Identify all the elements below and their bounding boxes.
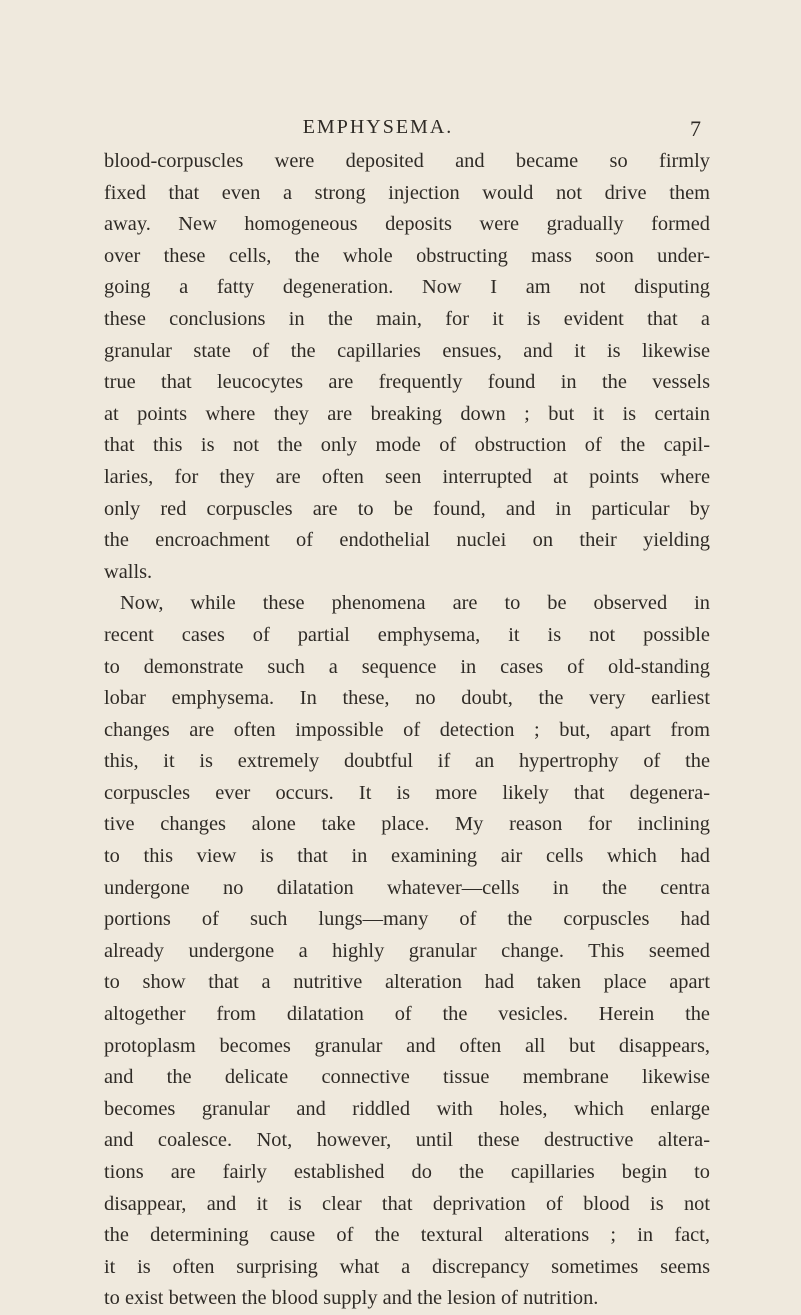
paragraph-first-line: Now, while these phenomena are to be observed in bbox=[120, 592, 710, 615]
text-line: it is often surprising what a discrepancy sometimes seems bbox=[104, 1255, 710, 1278]
text-line: granular state of the capillaries ensues, and it is likewise bbox=[104, 339, 710, 362]
text-line: the determining cause of the textural alterations ; in fact, bbox=[104, 1224, 710, 1247]
text-line: altogether from dilatation of the vesicles. Herein the bbox=[104, 1003, 710, 1026]
page-number: 7 bbox=[690, 116, 701, 141]
text-line: true that leucocytes are frequently found in the vessels bbox=[104, 371, 710, 394]
text-line: the encroachment of endothelial nuclei on their yielding bbox=[104, 529, 710, 552]
text-line: only red corpuscles are to be found, and in particular by bbox=[104, 497, 710, 520]
text-line: this, it is extremely doubtful if an hypertrophy of the bbox=[104, 750, 710, 773]
text-line: at points where they are breaking down ; but it is certain bbox=[104, 402, 710, 425]
text-line: becomes granular and riddled with holes, which enlarge bbox=[104, 1097, 710, 1120]
text-line: going a fatty degeneration. Now I am not disputing bbox=[104, 276, 710, 299]
text-line: and coalesce. Not, however, until these destructive altera- bbox=[104, 1129, 710, 1152]
text-line: blood-corpuscles were deposited and became so firmly bbox=[104, 150, 710, 172]
text-line: lobar emphysema. In these, no doubt, the very earliest bbox=[104, 687, 710, 710]
text-line: to show that a nutritive alteration had taken place apart bbox=[104, 971, 710, 994]
text-line: and the delicate connective tissue membrane likewise bbox=[104, 1066, 710, 1089]
text-line: these conclusions in the main, for it is evident that a bbox=[104, 307, 710, 330]
text-line: tive changes alone take place. My reason for inclining bbox=[104, 813, 710, 836]
text-line: fixed that even a strong injection would not drive them bbox=[104, 181, 710, 204]
text-line: that this is not the only mode of obstruction of the capil- bbox=[104, 434, 710, 457]
text-line: undergone no dilatation whatever—cells in the centra bbox=[104, 876, 710, 899]
text-line: walls. bbox=[104, 560, 153, 583]
text-line: recent cases of partial emphysema, it is not possible bbox=[104, 623, 710, 646]
text-line: laries, for they are often seen interrupted at points where bbox=[104, 465, 710, 488]
text-line: changes are often impossible of detection ; but, apart from bbox=[104, 718, 710, 741]
text-line: tions are fairly established do the capillaries begin to bbox=[104, 1161, 710, 1183]
text-line: to demonstrate such a sequence in cases of old-standing bbox=[104, 655, 710, 678]
text-line: to exist between the blood supply and the lesion of nutrition. bbox=[104, 1287, 599, 1310]
text-line: protoplasm becomes granular and often all but disappears, bbox=[104, 1034, 710, 1057]
text-line: already undergone a highly granular change. This seemed bbox=[104, 939, 710, 962]
body-text bbox=[104, 146, 710, 1315]
text-line: disappear, and it is clear that deprivation of blood is not bbox=[104, 1192, 710, 1215]
text-line: to this view is that in examining air cells which had bbox=[104, 845, 710, 868]
text-line: corpuscles ever occurs. It is more likely that degenera- bbox=[104, 781, 710, 804]
running-head bbox=[0, 116, 801, 144]
text-line: portions of such lungs—many of the corpuscles had bbox=[104, 908, 710, 931]
text-line: away. New homogeneous deposits were gradually formed bbox=[104, 213, 710, 236]
running-title: EMPHYSEMA. bbox=[302, 116, 454, 138]
text-line: over these cells, the whole obstructing mass soon under- bbox=[104, 244, 710, 267]
